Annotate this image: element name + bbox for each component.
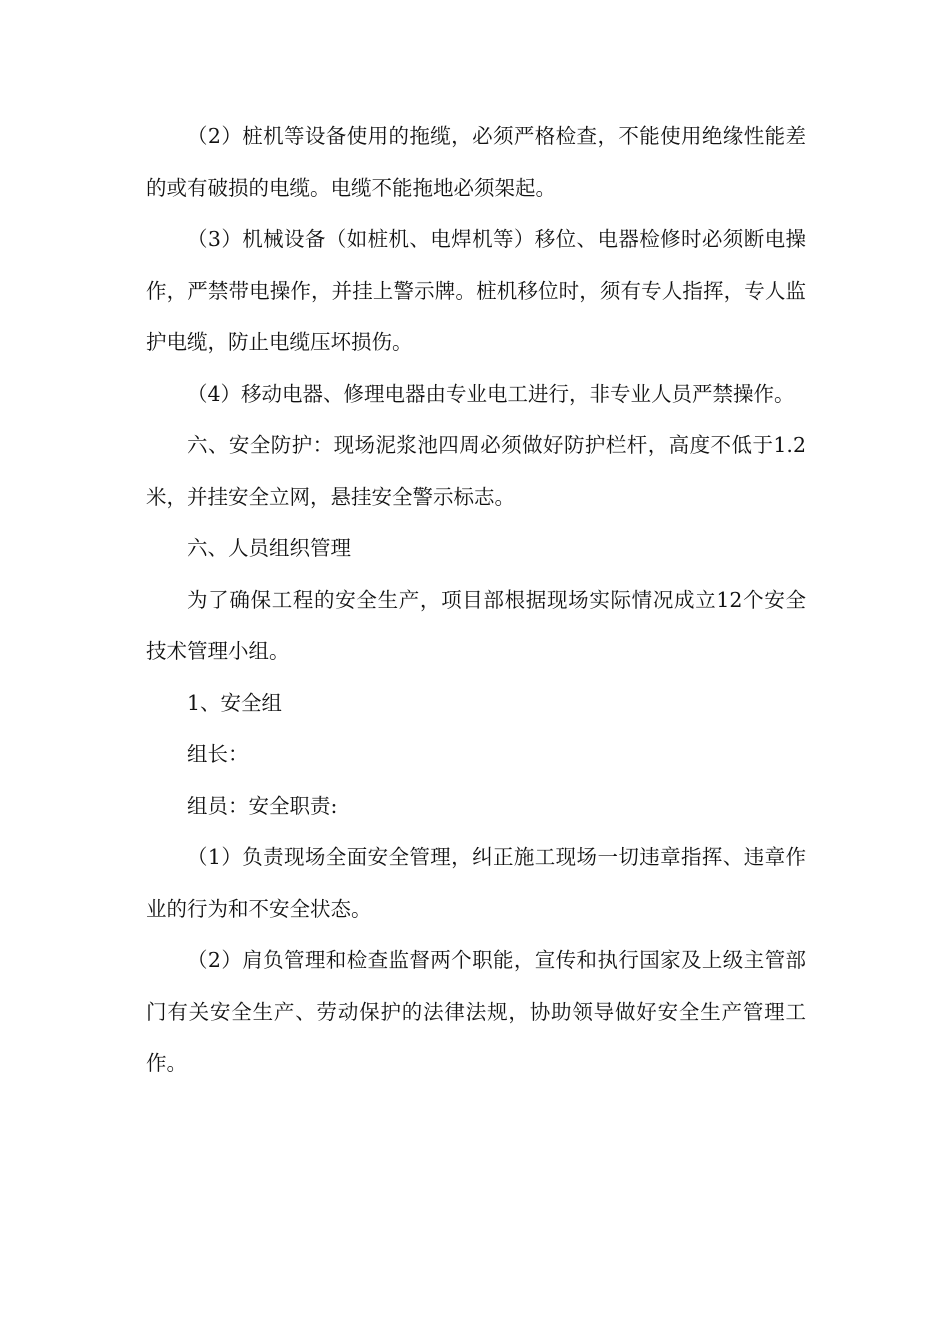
paragraph-professional-electrician: （4）移动电器、修理电器由专业电工进行，非专业人员严禁操作。 bbox=[187, 381, 795, 406]
paragraph-equipment-relocation-power-off: （3）机械设备（如桩机、电焊机等）移位、电器检修时必须断电操作，严禁带电操作，并挂上警示牌。桩机移位时，须有专人指挥，专人监护电缆，防止电缆压坏损伤。 bbox=[146, 227, 806, 354]
paragraph-management-groups: 为了确保工程的安全生产，项目部根据现场实际情况成立12个安全技术管理小组。 bbox=[146, 587, 806, 663]
paragraph-safety-protection: 六、安全防护：现场泥浆池四周必须做好防护栏杆，高度不低于1.2米，并挂安全立网，悬挂安全警示标志。 bbox=[146, 433, 806, 509]
field-group-leader: 组长： bbox=[187, 742, 249, 766]
field-group-members-duties: 组员：安全职责: bbox=[187, 793, 338, 818]
paragraph-duty-1: （1）负责现场全面安全管理，纠正施工现场一切违章指挥、违章作业的行为和不安全状态。 bbox=[146, 845, 806, 921]
section-heading-personnel-management: 六、人员组织管理 bbox=[187, 536, 351, 560]
subheading-safety-group: 1、安全组 bbox=[187, 690, 283, 715]
paragraph-pile-machine-cable-check: （2）桩机等设备使用的拖缆，必须严格检查，不能使用绝缘性能差的或有破损的电缆。电缆不能拖地必须架起。 bbox=[146, 124, 806, 200]
paragraph-duty-2: （2）肩负管理和检查监督两个职能，宣传和执行国家及上级主管部门有关安全生产、劳动保护的法律法规，协助领导做好安全生产管理工作。 bbox=[146, 948, 806, 1075]
document-body bbox=[146, 111, 806, 1090]
